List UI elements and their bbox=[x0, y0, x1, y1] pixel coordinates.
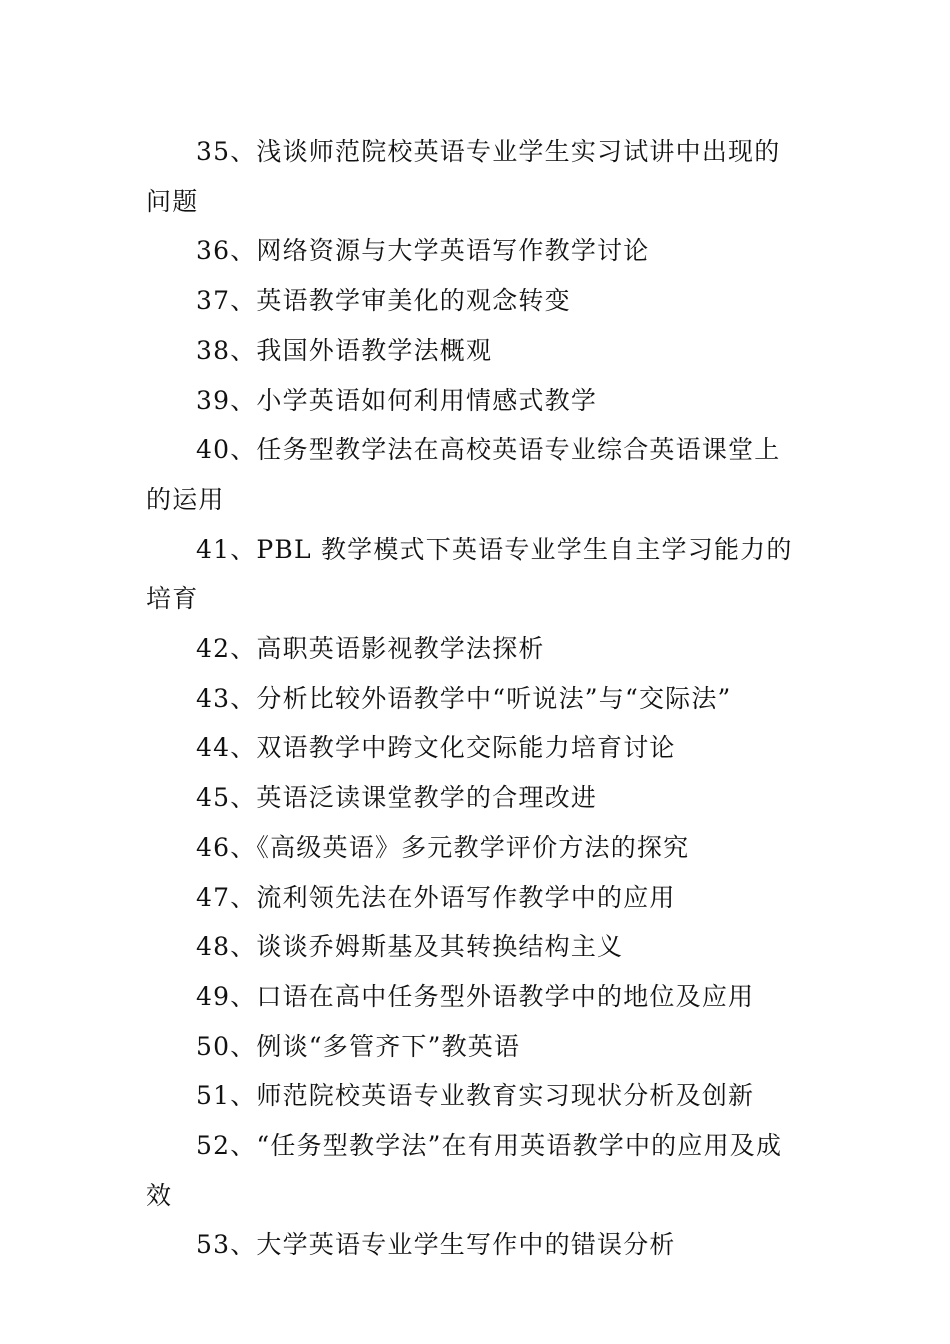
topic-item-45: 45、英语泛读课堂教学的合理改进 bbox=[196, 783, 598, 813]
topic-item-52: 52、“任务型教学法”在有用英语教学中的应用及成效 bbox=[146, 1131, 783, 1210]
topic-item-39: 39、小学英语如何利用情感式教学 bbox=[196, 385, 598, 415]
topic-item-41: 41、PBL 教学模式下英语专业学生自主学习能力的培育 bbox=[146, 534, 793, 614]
topic-item-44: 44、双语教学中跨文化交际能力培育讨论 bbox=[196, 733, 676, 763]
topic-item-35: 35、浅谈师范院校英语专业学生实习试讲中出现的问题 bbox=[146, 137, 781, 216]
topic-item-42: 42、高职英语影视教学法探析 bbox=[196, 634, 545, 664]
topic-item-43: 43、分析比较外语教学中“听说法”与“交际法” bbox=[196, 683, 732, 713]
topic-item-36: 36、网络资源与大学英语写作教学讨论 bbox=[196, 236, 650, 266]
topic-list bbox=[146, 127, 806, 1270]
topic-item-48: 48、谈谈乔姆斯基及其转换结构主义 bbox=[196, 932, 624, 962]
topic-item-51: 51、师范院校英语专业教育实习现状分析及创新 bbox=[196, 1081, 755, 1111]
topic-item-46: 46、《高级英语》多元教学评价方法的探究 bbox=[196, 832, 690, 862]
topic-item-47: 47、流利领先法在外语写作教学中的应用 bbox=[196, 882, 676, 912]
topic-item-37: 37、英语教学审美化的观念转变 bbox=[196, 286, 571, 316]
topic-item-49: 49、口语在高中任务型外语教学中的地位及应用 bbox=[196, 981, 755, 1011]
topic-item-38: 38、我国外语教学法概观 bbox=[196, 335, 493, 365]
topic-item-53: 53、大学英语专业学生写作中的错误分析 bbox=[196, 1230, 676, 1260]
topic-item-50: 50、例谈“多管齐下”教英语 bbox=[196, 1031, 521, 1061]
topic-item-40: 40、任务型教学法在高校英语专业综合英语课堂上的运用 bbox=[146, 435, 781, 514]
